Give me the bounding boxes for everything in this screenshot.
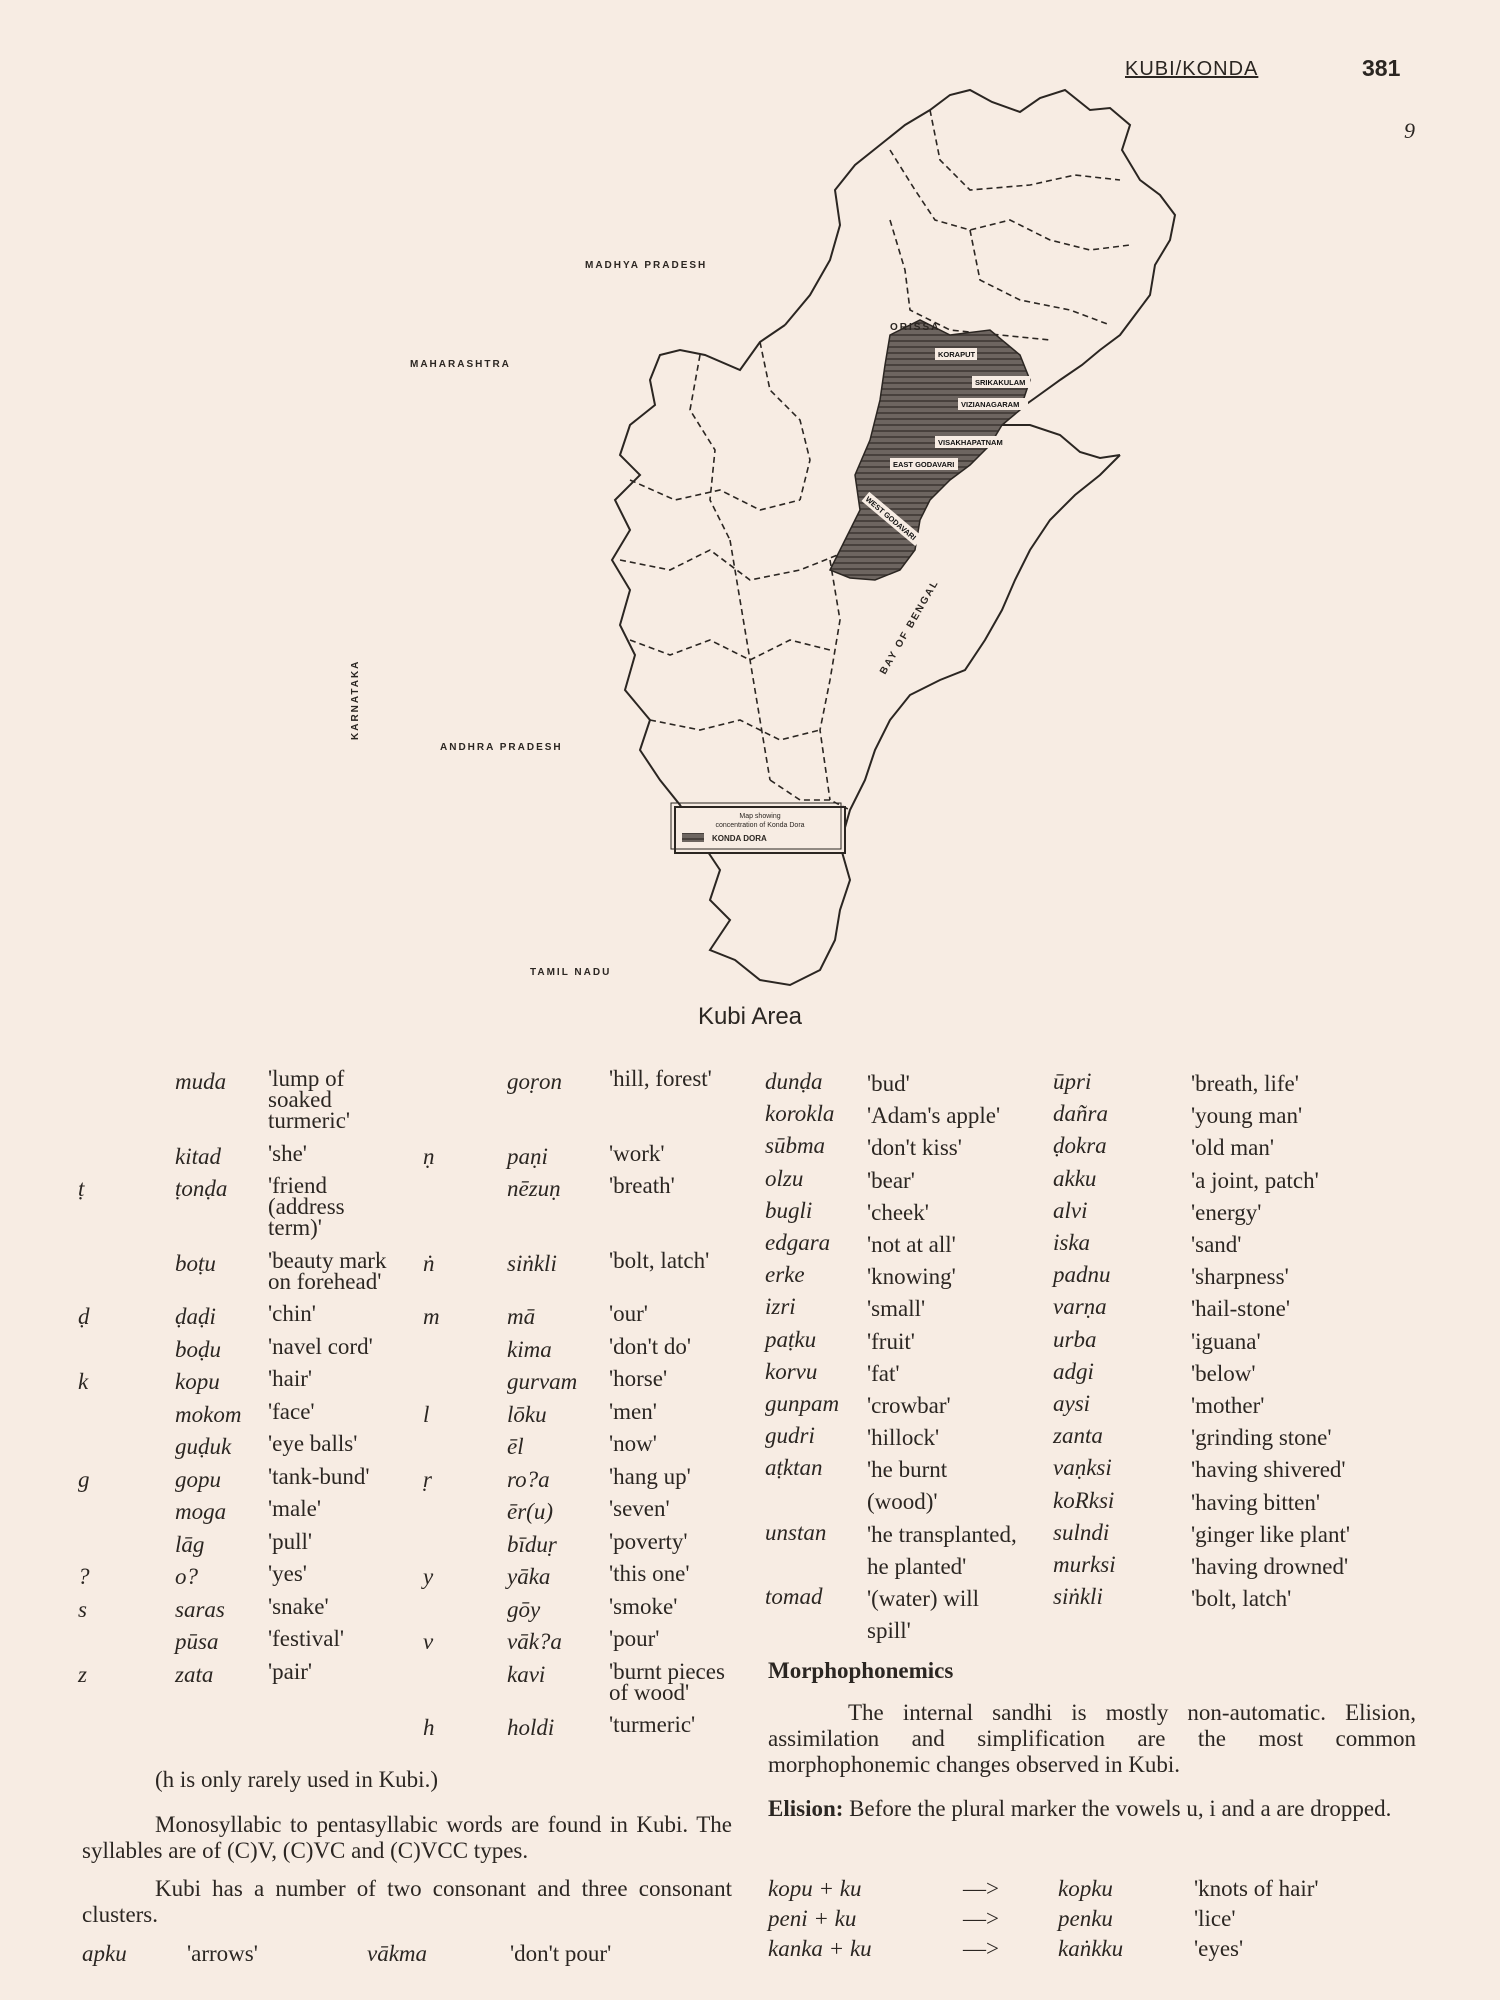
kubi-word: boḍu <box>175 1336 221 1362</box>
english-gloss: 'face' <box>268 1398 315 1424</box>
english-gloss: 'a joint, patch' <box>1191 1167 1319 1193</box>
phoneme-label: k <box>78 1369 89 1394</box>
kubi-word: koRksi <box>1053 1487 1115 1513</box>
kubi-word: gopu <box>175 1466 221 1492</box>
phoneme-label: ṭ <box>78 1176 85 1201</box>
english-gloss: 'our' <box>609 1301 648 1326</box>
english-gloss: 'breath, life' <box>1191 1071 1299 1096</box>
phoneme-label: l <box>423 1401 430 1427</box>
english-gloss: 'energy' <box>1191 1199 1262 1225</box>
legend-line2: concentration of Konda Dora <box>715 822 805 829</box>
kubi-word: vāk?a <box>507 1629 562 1654</box>
page-number: 381 <box>1362 55 1401 81</box>
english-gloss: 'navel cord' <box>268 1333 373 1359</box>
kubi-word: paṭku <box>765 1326 817 1352</box>
visakhapatnam-label: VISAKHAPATNAM <box>938 438 1003 447</box>
coast-line <box>1002 425 1120 458</box>
sandhi-paragraph: The internal sandhi is mostly non-automatic. Elision, assimilation and simplification are the most common morphophonemic changes observed in Kubi. <box>768 1700 1416 1777</box>
english-gloss: 'fat' <box>867 1360 900 1386</box>
phoneme-label: m <box>423 1304 440 1329</box>
english-gloss: 'horse' <box>609 1366 668 1391</box>
phoneme-label: s <box>78 1596 87 1622</box>
elision-input: kanka + ku <box>768 1936 872 1961</box>
english-gloss: 'old man' <box>1191 1135 1275 1161</box>
kubi-word: bīduṛ <box>507 1531 557 1557</box>
lexicon-column-4 <box>1053 1068 1433 1612</box>
kubi-word: paṇi <box>507 1143 548 1169</box>
elision-output: penku <box>1058 1906 1113 1931</box>
corner-mark: 9 <box>1404 118 1415 143</box>
phoneme-label: h <box>423 1715 435 1740</box>
english-gloss: 'work' <box>609 1140 665 1166</box>
phoneme-label: z <box>78 1661 87 1687</box>
tamil-nadu-label: TAMIL NADU <box>530 967 612 978</box>
english-gloss: 'pull' <box>268 1528 313 1554</box>
english-gloss: 'young man' <box>1191 1103 1303 1129</box>
kubi-word: kavi <box>507 1661 546 1687</box>
andhra-pradesh-label: ANDHRA PRADESH <box>440 742 563 753</box>
kubi-word: dañra <box>1053 1101 1108 1127</box>
english-gloss: 'crowbar' <box>867 1393 951 1418</box>
madhya-pradesh-label: MADHYA PRADESH <box>585 260 708 271</box>
english-gloss: 'he burnt (wood)' <box>867 1457 948 1515</box>
elision-input: kopu + ku <box>768 1876 862 1901</box>
english-gloss: 'burnt pieces of wood' <box>609 1658 725 1705</box>
kubi-word: sūbma <box>765 1133 826 1159</box>
english-gloss: 'eye balls' <box>268 1431 358 1456</box>
english-gloss: 'iguana' <box>1191 1328 1261 1354</box>
english-gloss: 'smoke' <box>609 1593 678 1619</box>
legend-line1: Map showing <box>739 813 781 820</box>
english-gloss: 'below' <box>1191 1360 1256 1386</box>
english-gloss: 'he transplanted, he planted' <box>867 1521 1017 1579</box>
kubi-word: vaṇksi <box>1053 1455 1112 1481</box>
kubi-word: ūpri <box>1053 1069 1092 1094</box>
kubi-word: kitad <box>175 1143 221 1169</box>
english-gloss: 'bud' <box>867 1071 910 1096</box>
english-gloss: 'having bitten' <box>1191 1489 1321 1515</box>
english-gloss: 'grinding stone' <box>1191 1425 1332 1451</box>
kubi-word: olzu <box>765 1165 804 1191</box>
kubi-word: yāka <box>507 1564 551 1589</box>
bay-of-bengal-label: BAY OF BENGAL <box>878 577 942 677</box>
kubi-word: unstan <box>765 1519 827 1545</box>
elision-input: peni + ku <box>768 1906 857 1931</box>
clusters-paragraph: Kubi has a number of two consonant and three consonant clusters. <box>82 1876 732 1927</box>
kubi-word: gōy <box>507 1596 541 1622</box>
east-godavari-label: EAST GODAVARI <box>893 460 955 469</box>
english-gloss: 'she' <box>268 1140 307 1166</box>
map-svg <box>330 80 1330 1005</box>
english-gloss: 'small' <box>867 1296 926 1322</box>
english-gloss: 'lump of soaked turmeric' <box>268 1066 351 1133</box>
kubi-word: korvu <box>765 1358 818 1384</box>
english-gloss: 'breath' <box>609 1173 675 1198</box>
phoneme-label: ṅ <box>423 1250 435 1276</box>
lexicon-column-2 <box>425 1068 765 1768</box>
kubi-word: sulndi <box>1053 1519 1110 1545</box>
kubi-word: iska <box>1053 1230 1091 1255</box>
phoneme-label: g <box>78 1466 90 1492</box>
vizianagaram-label: VIZIANAGARAM <box>961 400 1020 409</box>
kubi-word: ḍokra <box>1053 1133 1107 1159</box>
english-gloss: 'turmeric' <box>609 1712 696 1737</box>
elision-output: kaṅkku <box>1058 1936 1124 1961</box>
english-gloss: 'hill, forest' <box>609 1066 712 1091</box>
elision-output: kopku <box>1058 1876 1113 1901</box>
elision-gloss: 'lice' <box>1194 1906 1236 1931</box>
karnataka-label: KARNATAKA <box>350 659 361 740</box>
west-godavari-label: WEST GODAVARI <box>863 494 918 543</box>
elision-arrow: —> <box>963 1936 999 1961</box>
kubi-word: tomad <box>765 1583 823 1609</box>
andhra-outline <box>612 325 1120 985</box>
srikakulam-label: SRIKAKULAM <box>975 378 1026 387</box>
english-gloss: 'hillock' <box>867 1425 940 1451</box>
english-gloss: 'hair' <box>268 1366 313 1391</box>
map-legend <box>671 803 845 853</box>
english-gloss: 'bear' <box>867 1167 915 1193</box>
phoneme-label: y <box>423 1564 434 1589</box>
running-head: KUBI/KONDA <box>1125 58 1259 80</box>
kubi-area-map <box>330 80 1330 1005</box>
phoneme-label: v <box>423 1629 434 1654</box>
legend-swatch <box>682 833 704 842</box>
english-gloss: 'this one' <box>609 1561 690 1586</box>
english-gloss: 'knowing' <box>867 1264 956 1290</box>
kubi-word: guḍuk <box>175 1434 232 1459</box>
english-gloss: 'tank-bund' <box>268 1463 370 1489</box>
kubi-word: aysi <box>1053 1391 1091 1416</box>
english-gloss: 'fruit' <box>867 1328 915 1354</box>
orissa-label: ORISSA <box>890 322 941 333</box>
kubi-word: erke <box>765 1262 805 1288</box>
elision-gloss: 'eyes' <box>1194 1936 1244 1961</box>
kubi-word: kima <box>507 1336 552 1362</box>
kubi-word: siṅkli <box>1053 1584 1103 1610</box>
kubi-word: o? <box>175 1564 198 1589</box>
kubi-word: zanta <box>1053 1423 1103 1449</box>
english-gloss: 'sand' <box>1191 1232 1242 1257</box>
kubi-word: boṭu <box>175 1250 216 1276</box>
english-gloss: 'festival' <box>268 1626 344 1651</box>
kubi-word: lāg <box>175 1531 205 1557</box>
english-gloss: 'men' <box>609 1398 657 1424</box>
kubi-word: kopu <box>175 1369 220 1394</box>
kubi-word: akku <box>1053 1165 1097 1191</box>
english-gloss: 'cheek' <box>867 1199 929 1225</box>
kubi-word: alvi <box>1053 1197 1088 1223</box>
kubi-word: padnu <box>1053 1262 1111 1288</box>
elision-example-row <box>768 1906 1418 1934</box>
koraput-label: KORAPUT <box>938 350 976 359</box>
english-gloss: 'beauty mark on forehead' <box>268 1247 387 1294</box>
konda-dora-region <box>830 320 1030 580</box>
kubi-word: gurvam <box>507 1369 578 1394</box>
kubi-word: mokom <box>175 1401 242 1427</box>
english-gloss: 'chin' <box>268 1301 316 1326</box>
english-gloss: 'having shivered' <box>1191 1457 1346 1483</box>
kubi-word: gunpam <box>765 1391 840 1416</box>
kubi-word: ēr(u) <box>507 1499 553 1524</box>
english-gloss: 'seven' <box>609 1496 670 1521</box>
kubi-word: dunḍa <box>765 1069 823 1094</box>
english-gloss: 'pair' <box>268 1658 313 1684</box>
kubi-word: izri <box>765 1294 796 1320</box>
english-gloss: 'poverty' <box>609 1528 688 1554</box>
elision-arrow: —> <box>963 1876 999 1901</box>
english-gloss: 'friend (address term)' <box>268 1173 345 1240</box>
kubi-word: ēl <box>507 1434 524 1459</box>
kubi-word: mā <box>507 1304 536 1329</box>
phoneme-label: ḍ <box>78 1304 90 1329</box>
kubi-word: goṛon <box>507 1069 562 1094</box>
elision-gloss: 'knots of hair' <box>1194 1876 1319 1901</box>
phoneme-label: ṛ <box>423 1466 432 1492</box>
legend-key: KONDA DORA <box>712 834 767 843</box>
kubi-word: bugli <box>765 1197 813 1223</box>
english-gloss: 'snake' <box>268 1593 329 1619</box>
kubi-word: lōku <box>507 1401 547 1427</box>
english-gloss: '(water) will spill' <box>867 1585 980 1643</box>
kubi-word: edgara <box>765 1230 831 1255</box>
english-gloss: 'yes' <box>268 1561 307 1586</box>
english-gloss: 'having drowned' <box>1191 1554 1349 1579</box>
kubi-word: saras <box>175 1596 225 1622</box>
english-gloss: 'mother' <box>1191 1393 1265 1418</box>
elision-paragraph: Elision: Before the plural marker the vowels u, i and a are dropped. <box>768 1796 1392 1821</box>
map-caption: Kubi Area <box>697 1003 803 1030</box>
lexicon-column-3 <box>765 1068 1055 1648</box>
kubi-word: korokla <box>765 1101 835 1127</box>
elision-example-row <box>768 1936 1418 1964</box>
h-note: (h is only rarely used in Kubi.) <box>155 1767 438 1792</box>
english-gloss: 'hang up' <box>609 1463 691 1489</box>
kubi-word: adgi <box>1053 1358 1094 1384</box>
phoneme-label: ṇ <box>423 1143 435 1169</box>
kubi-word: varṇa <box>1053 1294 1107 1320</box>
kubi-word: pūsa <box>175 1629 219 1654</box>
kubi-word: gudri <box>765 1423 815 1449</box>
kubi-word: ṭonḍa <box>175 1176 228 1201</box>
kubi-word: muda <box>175 1069 227 1094</box>
english-gloss: 'sharpness' <box>1191 1264 1289 1290</box>
kubi-word: ḍaḍi <box>175 1304 216 1329</box>
kubi-word: zata <box>175 1661 214 1687</box>
english-gloss: 'bolt, latch' <box>609 1247 710 1273</box>
english-gloss: 'bolt, latch' <box>1191 1586 1292 1612</box>
maharashtra-label: MAHARASHTRA <box>410 359 511 370</box>
english-gloss: 'not at all' <box>867 1232 956 1257</box>
syllable-paragraph: Monosyllabic to pentasyllabic words are found in Kubi. The syllables are of (C)V, (C)VC and (C)VCC types. <box>82 1812 732 1863</box>
english-gloss: 'male' <box>268 1496 321 1521</box>
english-gloss: 'don't kiss' <box>867 1135 962 1161</box>
kubi-word: nēzuṇ <box>507 1176 561 1201</box>
elision-arrow: —> <box>963 1906 999 1931</box>
english-gloss: 'ginger like plant' <box>1191 1521 1351 1547</box>
kubi-word: murksi <box>1053 1552 1116 1577</box>
kubi-word: urba <box>1053 1326 1097 1352</box>
english-gloss: 'Adam's apple' <box>867 1103 1001 1129</box>
kubi-word: moga <box>175 1499 227 1524</box>
english-gloss: 'hail-stone' <box>1191 1296 1290 1322</box>
elision-example-row <box>768 1876 1418 1904</box>
kubi-word: aṭktan <box>765 1455 823 1481</box>
phoneme-label: ? <box>78 1564 90 1589</box>
morphophonemics-heading: Morphophonemics <box>768 1658 954 1683</box>
kubi-word: siṅkli <box>507 1250 557 1276</box>
english-gloss: 'don't do' <box>609 1333 692 1359</box>
english-gloss: 'now' <box>609 1431 657 1456</box>
kubi-word: ro?a <box>507 1466 550 1492</box>
english-gloss: 'pour' <box>609 1626 660 1651</box>
kubi-word: holdi <box>507 1715 555 1740</box>
cluster-example-row: apku 'arrows' vākma 'don't pour' <box>82 1941 612 1966</box>
